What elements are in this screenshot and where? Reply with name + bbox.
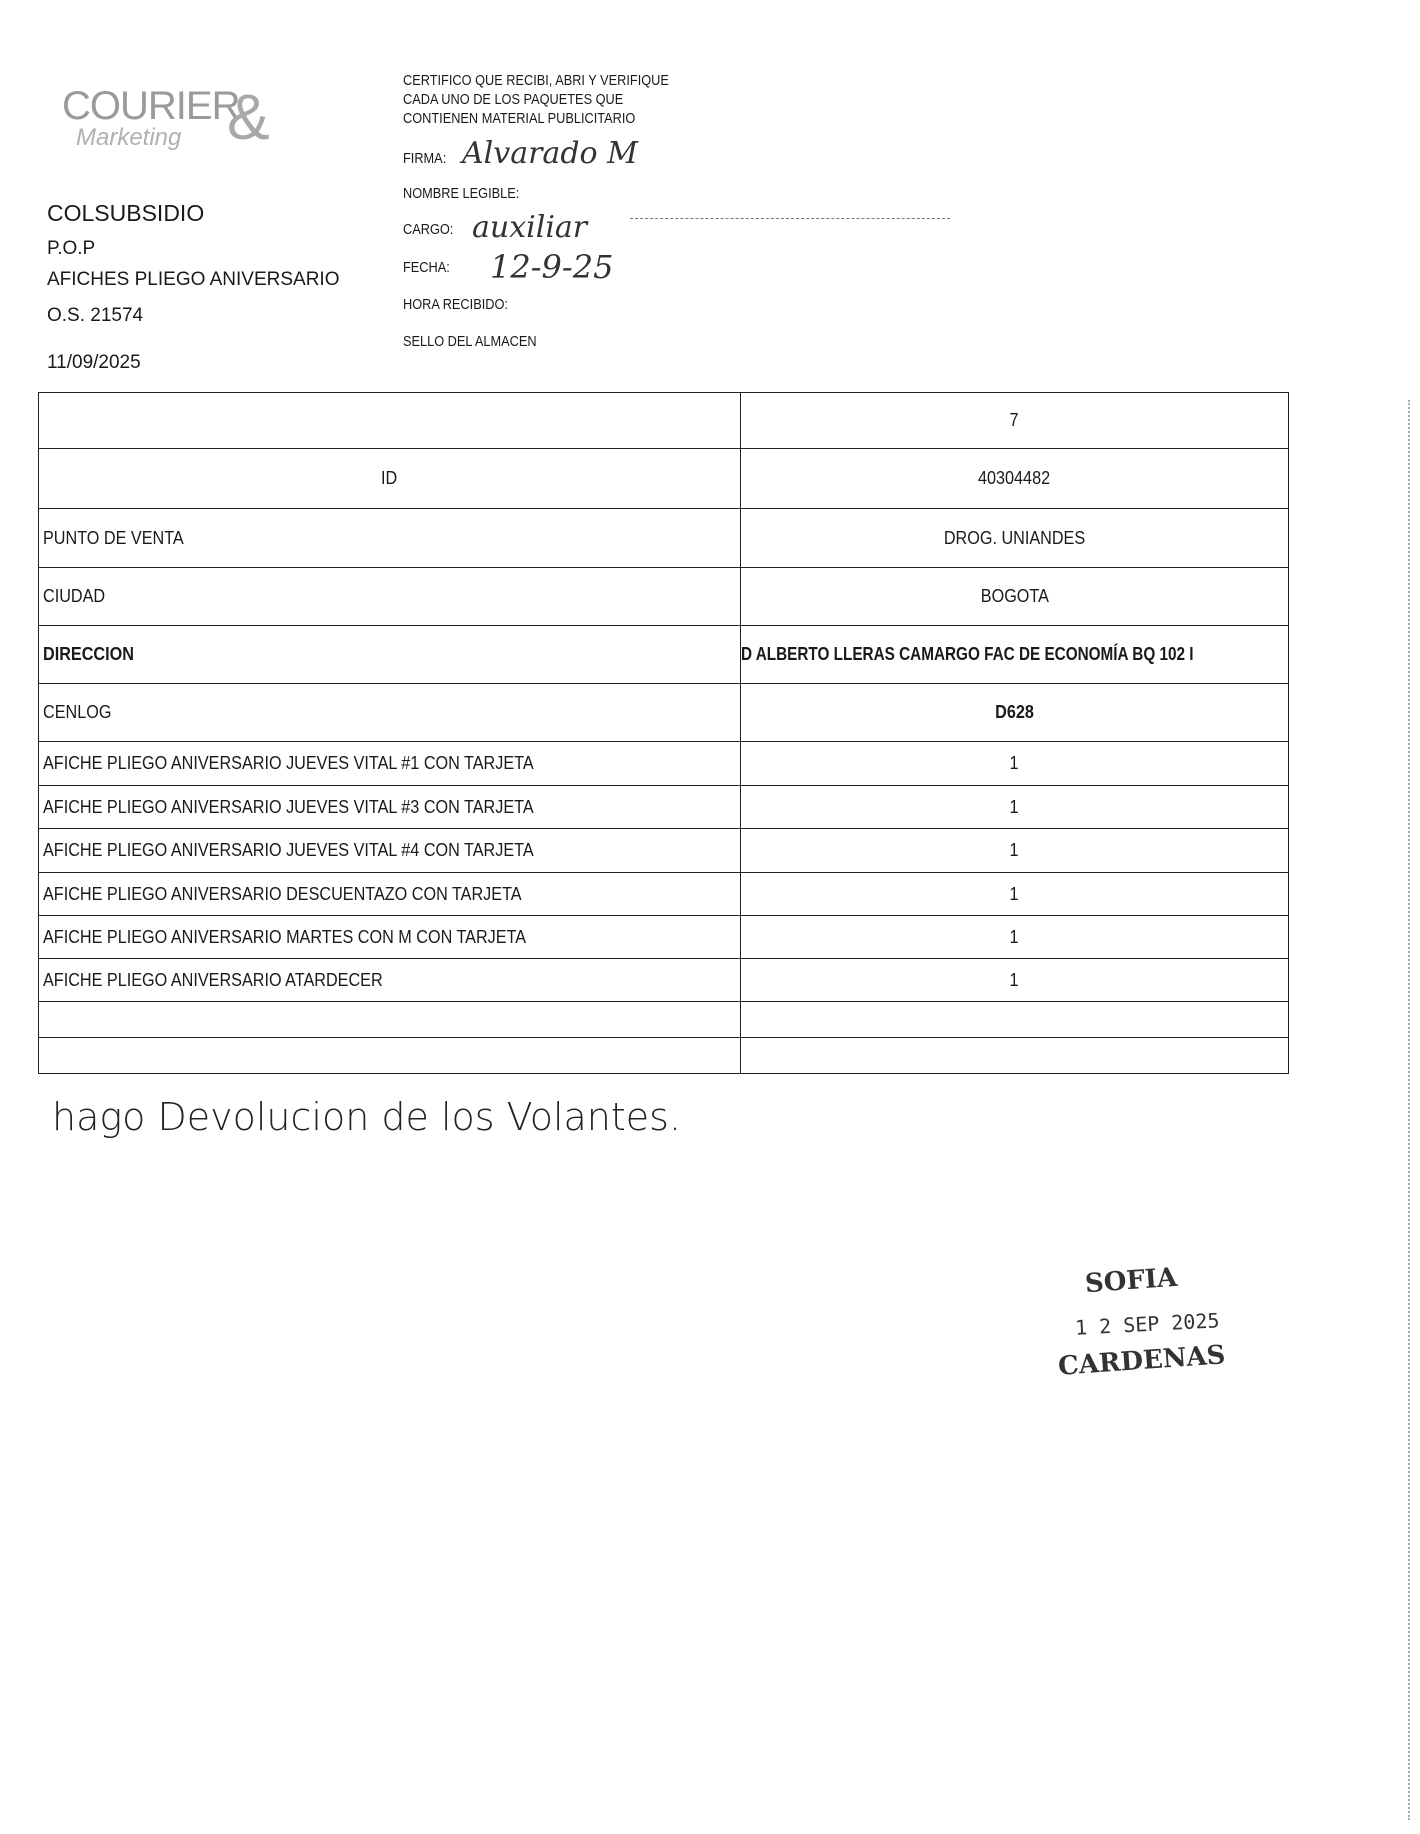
row-value: D ALBERTO LLERAS CAMARGO FAC DE ECONOMÍA BQ 102 I	[741, 644, 1194, 664]
row-value: DROG. UNIANDES	[943, 527, 1086, 548]
firma-label: FIRMA:	[403, 151, 447, 167]
table-row	[39, 684, 1289, 742]
scan-edge-divider	[1408, 400, 1410, 1820]
table-row	[39, 568, 1289, 626]
row-label: ID	[380, 468, 397, 488]
row-label: CENLOG	[43, 702, 112, 722]
stamp-date: 1 2 SEP 2025	[1074, 1308, 1221, 1340]
table-row	[39, 449, 1289, 509]
table-row	[39, 873, 1289, 916]
row-value: 1	[1009, 753, 1019, 773]
stamp-surname: CARDENAS	[1057, 1340, 1227, 1382]
sello-almacen-label: SELLO DEL ALMACEN	[403, 334, 537, 350]
certification-line: CADA UNO DE LOS PAQUETES QUE	[403, 92, 624, 108]
table-row	[39, 959, 1289, 1002]
campaign-name: AFICHES PLIEGO ANIVERSARIO	[47, 269, 340, 290]
row-label: AFICHE PLIEGO ANIVERSARIO JUEVES VITAL #3 CON TARJETA	[43, 796, 534, 817]
row-value: 1	[1009, 883, 1019, 904]
fecha-value: 12-9-25	[490, 248, 614, 286]
signature: Alvarado M	[462, 136, 638, 171]
table-row	[39, 916, 1289, 959]
delivery-table	[38, 392, 1289, 1074]
table-row	[39, 786, 1289, 829]
row-label: CIUDAD	[43, 586, 106, 606]
stamp-name: SOFIA	[1084, 1262, 1179, 1300]
row-label: AFICHE PLIEGO ANIVERSARIO JUEVES VITAL #1 CON TARJETA	[43, 753, 534, 773]
row-value: BOGOTA	[980, 586, 1049, 606]
table-row	[39, 626, 1289, 684]
row-value: 1	[1009, 969, 1019, 990]
material-type: P.O.P	[47, 238, 96, 259]
hora-recibido-label: HORA RECIBIDO:	[403, 297, 508, 313]
cargo-value: auxiliar	[472, 210, 588, 245]
table-row-empty	[39, 1002, 1289, 1038]
row-value: 1	[1009, 840, 1019, 860]
table-row	[39, 509, 1289, 568]
row-label: AFICHE PLIEGO ANIVERSARIO DESCUENTAZO CON TARJETA	[43, 883, 522, 904]
certification-line: CERTIFICO QUE RECIBI, ABRI Y VERIFIQUE	[403, 73, 669, 89]
header-number: 7	[1009, 410, 1019, 430]
row-label: PUNTO DE VENTA	[43, 527, 184, 548]
nombre-legible-label: NOMBRE LEGIBLE:	[403, 186, 520, 202]
cargo-label: CARGO:	[403, 222, 454, 238]
row-label: AFICHE PLIEGO ANIVERSARIO JUEVES VITAL #4 CON TARJETA	[43, 840, 534, 860]
table-row-empty	[39, 1038, 1289, 1074]
table-row	[39, 393, 1289, 449]
row-value: 40304482	[978, 468, 1051, 488]
row-value: 1	[1009, 926, 1019, 947]
document-date: 11/09/2025	[47, 352, 141, 373]
handwritten-note: hago Devolucion de los Volantes.	[52, 1095, 682, 1139]
client-name: COLSUBSIDIO	[47, 200, 205, 226]
order-number: O.S. 21574	[47, 305, 144, 326]
row-label: DIRECCION	[43, 644, 134, 664]
faded-stamp-line	[630, 218, 950, 219]
table-row	[39, 742, 1289, 786]
table-row	[39, 829, 1289, 873]
courier-marketing-logo: COURIER Marketing &	[62, 81, 270, 153]
certification-line: CONTIENEN MATERIAL PUBLICITARIO	[403, 111, 636, 127]
row-label: AFICHE PLIEGO ANIVERSARIO MARTES CON M CON TARJETA	[43, 926, 527, 947]
row-value: 1	[1009, 796, 1019, 817]
fecha-label: FECHA:	[403, 260, 450, 276]
row-label: AFICHE PLIEGO ANIVERSARIO ATARDECER	[43, 969, 383, 990]
row-value: D628	[995, 702, 1034, 722]
